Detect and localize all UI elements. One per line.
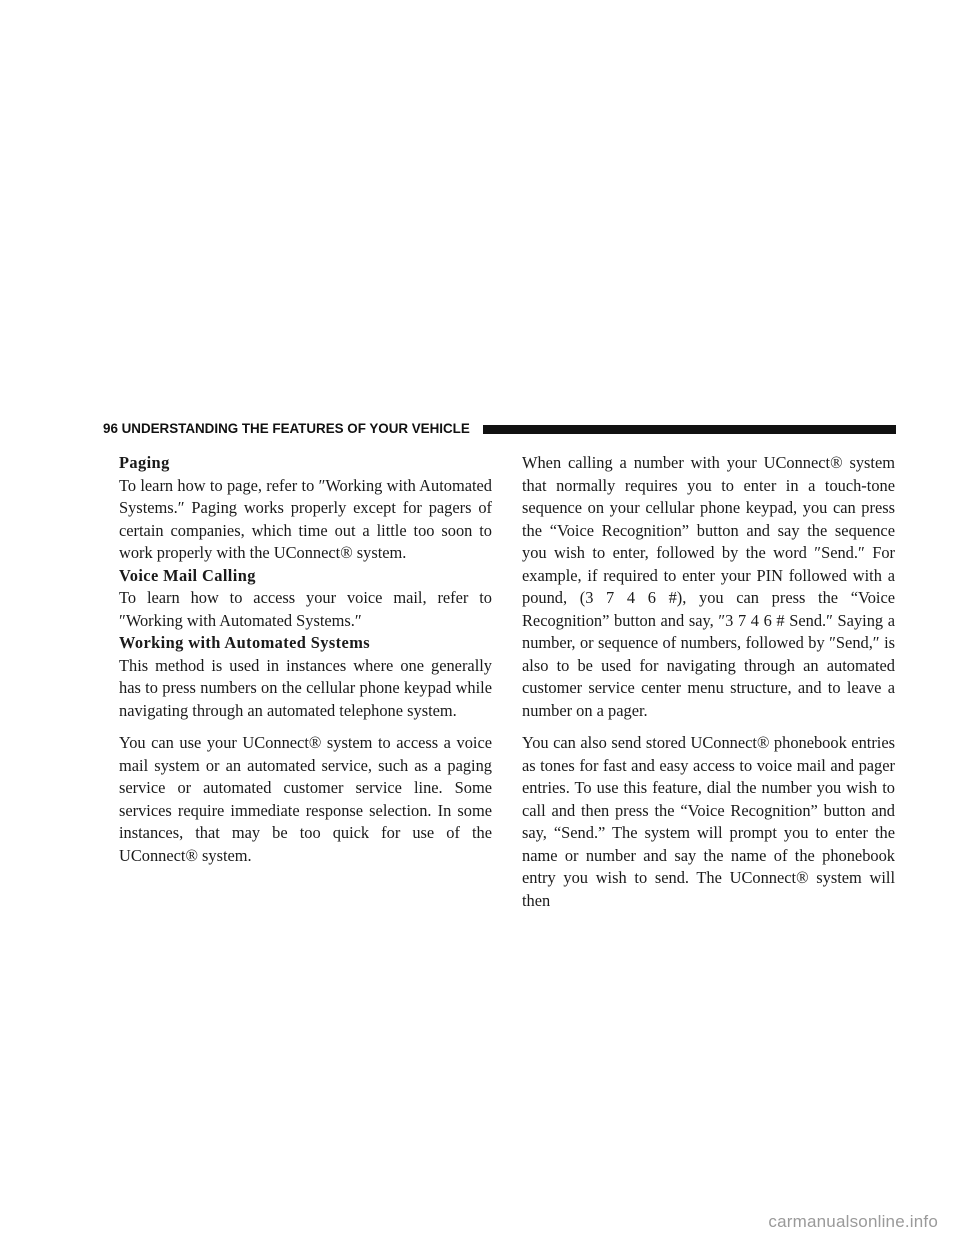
voice-mail-heading: Voice Mail Calling — [119, 565, 256, 585]
footer-watermark: carmanualsonline.info — [768, 1212, 938, 1231]
header-rule — [483, 425, 896, 434]
automated-systems-body-1: This method is used in instances where one generally has to press numbers on the cellular phone keypad while navigating through an automated telephone system. — [119, 655, 492, 720]
page-header — [103, 420, 896, 438]
voice-mail-body: To learn how to access your voice mail, refer to ″Working with Automated Systems.″ — [119, 588, 492, 630]
automated-systems-heading: Working with Automated Systems — [119, 633, 371, 652]
right-body-2: You can also send stored UConnect® phonebook entries as tones for fast and easy access to voice mail and pager entries. To use this feature, dial the number you wish to call and then press the “Voice Recognition” button and say, “Send.” The system will prompt you to enter the name or number and say the name of the phonebook entry you wish to send. The UConnect® system will then — [522, 733, 895, 910]
paging-body: To learn how to page, refer to ″Working with Automated Systems.″ Paging works properly except for pagers of certain companies, which time out a little too soon to work properly with the UConnect® system. — [119, 475, 492, 562]
automated-systems-body-2: You can use your UConnect® system to access a voice mail system or an automated service, such as a paging service or automated customer service line. Some services require immediate response selection. In some instances, that may be too quick for use of the UConnect® system. — [119, 733, 492, 865]
section-voice-mail — [119, 565, 492, 633]
page-title: 96 UNDERSTANDING THE FEATURES OF YOUR VEHICLE — [103, 421, 470, 436]
left-column — [119, 452, 492, 867]
paging-heading: Paging — [119, 453, 170, 472]
section-automated-systems — [119, 632, 492, 867]
right-column — [522, 452, 895, 912]
section-paging — [119, 452, 492, 565]
right-body-1: When calling a number with your UConnect® system that normally requires you to enter in a touch-tone sequence on your cellular phone keypad, you can press the “Voice Recognition” button and say the sequence you wish to enter, followed by the word ″Send.″ For example, if required to enter your PIN followed with a pound, (3 7 4 6 #), you can press the “Voice Recognition” button and say, ″3 7 4 6 # Send.″ Saying a number, or sequence of numbers, followed by ″Send,″ is also to be used for navigating through an automated customer service center menu structure, and to leave a number on a pager. — [522, 453, 895, 720]
